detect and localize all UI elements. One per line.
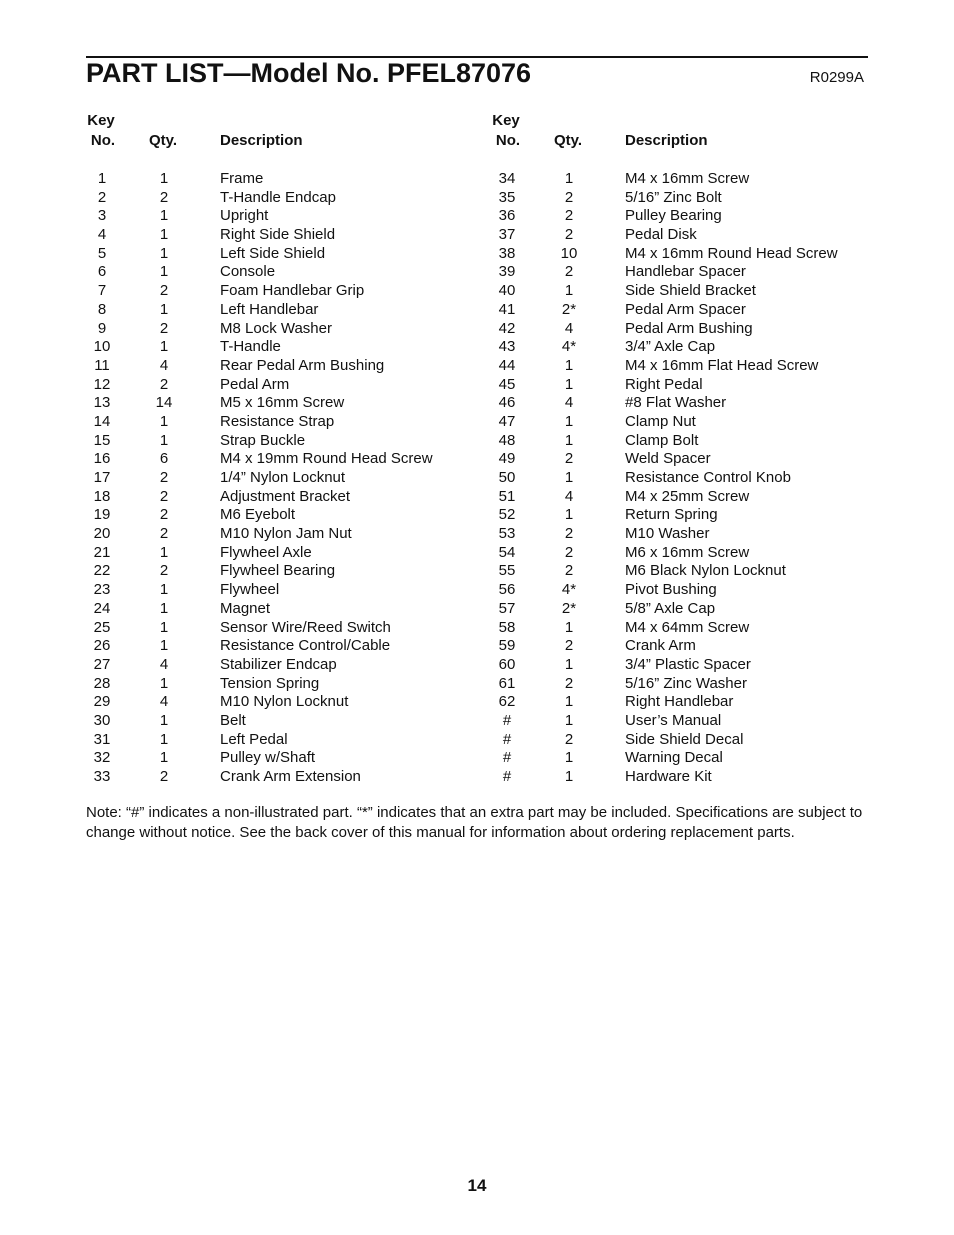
table-row bbox=[86, 189, 476, 208]
part-description: Resistance Control Knob bbox=[625, 469, 791, 486]
part-key-no: 33 bbox=[93, 768, 111, 785]
part-description: Magnet bbox=[220, 599, 271, 617]
table-row bbox=[86, 506, 476, 525]
part-qty: 1 bbox=[564, 711, 574, 729]
part-key-no: 27 bbox=[93, 655, 111, 673]
part-qty: 1 bbox=[159, 412, 169, 430]
part-key-no: 42 bbox=[498, 319, 516, 337]
part-key-no: 45 bbox=[498, 375, 516, 393]
part-description: Left Side Shield bbox=[220, 244, 326, 262]
part-description: M4 x 16mm Screw bbox=[625, 170, 750, 187]
part-description: Flywheel Bearing bbox=[220, 562, 336, 580]
part-qty: 2 bbox=[564, 674, 574, 692]
part-key-no: 30 bbox=[93, 711, 111, 729]
part-qty: 1 bbox=[159, 170, 169, 187]
part-qty: 1 bbox=[159, 749, 169, 767]
table-row bbox=[491, 525, 881, 544]
part-key-no: 14 bbox=[93, 412, 111, 430]
part-description: Clamp Bolt bbox=[625, 431, 699, 449]
page-number: 14 bbox=[467, 1176, 487, 1195]
table-row bbox=[491, 376, 881, 395]
table-row bbox=[86, 525, 476, 544]
table-row bbox=[86, 245, 476, 264]
part-key-no: 56 bbox=[498, 581, 516, 599]
part-qty: 2 bbox=[564, 207, 574, 225]
part-description: Frame bbox=[220, 170, 264, 187]
part-key-no: 1 bbox=[97, 170, 107, 187]
part-qty: 1 bbox=[564, 768, 574, 785]
part-qty: 2 bbox=[159, 188, 169, 206]
part-qty: 1 bbox=[159, 543, 169, 561]
part-description: Strap Buckle bbox=[220, 431, 306, 449]
part-qty: 1 bbox=[564, 431, 574, 449]
part-description: Upright bbox=[220, 207, 269, 225]
table-row bbox=[86, 562, 476, 581]
table-row bbox=[491, 506, 881, 525]
part-description: M10 Nylon Jam Nut bbox=[220, 525, 352, 543]
table-row bbox=[86, 675, 476, 694]
part-key-no: # bbox=[502, 730, 512, 748]
part-description: M8 Lock Washer bbox=[220, 319, 332, 337]
part-key-no: 19 bbox=[93, 506, 111, 524]
part-description: Pedal Disk bbox=[625, 226, 697, 244]
part-key-no: # bbox=[502, 711, 512, 729]
part-qty: 1 bbox=[159, 431, 169, 449]
part-key-no: 2 bbox=[97, 188, 107, 206]
part-qty: 2 bbox=[159, 562, 169, 580]
table-row bbox=[86, 432, 476, 451]
part-description: Clamp Nut bbox=[625, 412, 696, 430]
header-key: Key bbox=[492, 112, 520, 129]
part-qty: 1 bbox=[564, 375, 574, 393]
part-description: M4 x 64mm Screw bbox=[625, 618, 750, 636]
part-key-no: 48 bbox=[498, 431, 516, 449]
part-key-no: 57 bbox=[498, 599, 516, 617]
table-row bbox=[86, 226, 476, 245]
part-description: M4 x 16mm Flat Head Screw bbox=[625, 356, 819, 374]
part-key-no: 9 bbox=[97, 319, 107, 337]
part-qty: 1 bbox=[159, 581, 169, 599]
table-row bbox=[491, 637, 881, 656]
table-row bbox=[86, 376, 476, 395]
part-key-no: 21 bbox=[93, 543, 111, 561]
table-row bbox=[86, 338, 476, 357]
part-key-no: 49 bbox=[498, 450, 516, 468]
table-row bbox=[491, 432, 881, 451]
table-row bbox=[491, 320, 881, 339]
part-key-no: 17 bbox=[93, 469, 111, 486]
header-no: No. bbox=[495, 132, 521, 149]
part-qty: 1 bbox=[159, 618, 169, 636]
part-qty: 4 bbox=[564, 394, 574, 412]
part-key-no: 62 bbox=[498, 693, 516, 711]
part-description: Weld Spacer bbox=[625, 450, 711, 468]
part-description: Right Side Shield bbox=[220, 226, 336, 244]
part-key-no: 20 bbox=[93, 525, 111, 543]
table-row bbox=[86, 637, 476, 656]
part-description: Console bbox=[220, 263, 276, 281]
part-description: M4 x 25mm Screw bbox=[625, 487, 750, 505]
table-row bbox=[491, 469, 881, 488]
table-row bbox=[491, 581, 881, 600]
part-description: Sensor Wire/Reed Switch bbox=[220, 618, 391, 636]
table-row bbox=[86, 693, 476, 712]
table-row bbox=[491, 357, 881, 376]
part-qty: 4* bbox=[561, 581, 577, 599]
part-qty: 1 bbox=[159, 599, 169, 617]
part-qty: 2 bbox=[159, 506, 169, 524]
part-description: Flywheel bbox=[220, 581, 280, 599]
part-key-no: 40 bbox=[498, 282, 516, 300]
table-row bbox=[491, 338, 881, 357]
part-qty: 1 bbox=[159, 207, 169, 225]
part-description: M6 Black Nylon Locknut bbox=[625, 562, 786, 580]
table-row bbox=[491, 301, 881, 320]
table-row bbox=[86, 282, 476, 301]
part-key-no: 32 bbox=[93, 749, 111, 767]
header-description: Description bbox=[625, 132, 708, 149]
part-description: Crank Arm Extension bbox=[220, 768, 361, 785]
part-description: M10 Nylon Locknut bbox=[220, 693, 349, 711]
part-qty: 2 bbox=[564, 188, 574, 206]
table-row bbox=[491, 544, 881, 563]
table-row bbox=[86, 656, 476, 675]
part-description: Warning Decal bbox=[625, 749, 723, 767]
part-qty: 1 bbox=[159, 674, 169, 692]
part-description: Hardware Kit bbox=[625, 768, 712, 785]
part-qty: 14 bbox=[155, 394, 173, 412]
part-qty: 2 bbox=[159, 319, 169, 337]
part-key-no: 31 bbox=[93, 730, 111, 748]
part-qty: 1 bbox=[564, 749, 574, 767]
table-row bbox=[491, 693, 881, 712]
part-description: Resistance Strap bbox=[220, 412, 335, 430]
table-row bbox=[86, 450, 476, 469]
part-qty: 1 bbox=[564, 282, 574, 300]
part-qty: 2 bbox=[159, 487, 169, 505]
table-row bbox=[86, 600, 476, 619]
part-description: Stabilizer Endcap bbox=[220, 655, 337, 673]
part-qty: 1 bbox=[564, 170, 574, 187]
part-qty: 2 bbox=[564, 637, 574, 655]
table-row bbox=[86, 413, 476, 432]
part-key-no: 52 bbox=[498, 506, 516, 524]
part-qty: 1 bbox=[159, 730, 169, 748]
part-description: M4 x 19mm Round Head Screw bbox=[220, 450, 433, 468]
part-qty: 4 bbox=[564, 319, 574, 337]
table-row bbox=[491, 245, 881, 264]
part-qty: 2 bbox=[159, 282, 169, 300]
part-key-no: 36 bbox=[498, 207, 516, 225]
part-key-no: 53 bbox=[498, 525, 516, 543]
part-key-no: 11 bbox=[94, 356, 110, 374]
table-row bbox=[491, 600, 881, 619]
part-description: M5 x 16mm Screw bbox=[220, 394, 345, 412]
part-key-no: 39 bbox=[498, 263, 516, 281]
table-row bbox=[86, 544, 476, 563]
table-row bbox=[491, 768, 881, 787]
column-header bbox=[86, 112, 476, 170]
part-key-no: 35 bbox=[498, 188, 516, 206]
part-qty: 2 bbox=[564, 543, 574, 561]
part-description: T-Handle bbox=[220, 338, 281, 356]
part-qty: 2 bbox=[564, 226, 574, 244]
part-key-no: 37 bbox=[498, 226, 516, 244]
part-description: Adjustment Bracket bbox=[220, 487, 351, 505]
part-qty: 4* bbox=[561, 338, 577, 356]
table-row bbox=[86, 768, 476, 787]
table-row bbox=[86, 731, 476, 750]
part-key-no: # bbox=[502, 749, 512, 767]
table-row bbox=[491, 712, 881, 731]
part-description: Crank Arm bbox=[625, 637, 696, 655]
part-description: Side Shield Decal bbox=[625, 730, 744, 748]
part-key-no: 60 bbox=[498, 655, 516, 673]
part-qty: 1 bbox=[564, 618, 574, 636]
header-no: No. bbox=[90, 132, 116, 149]
table-row bbox=[491, 226, 881, 245]
table-row bbox=[86, 320, 476, 339]
part-description: 3/4” Plastic Spacer bbox=[625, 655, 751, 673]
part-qty: 1 bbox=[564, 412, 574, 430]
document-code: R0299A bbox=[809, 69, 864, 86]
part-key-no: 25 bbox=[93, 618, 111, 636]
part-description: Right Pedal bbox=[625, 375, 703, 393]
part-qty: 1 bbox=[159, 711, 169, 729]
parts-column-left bbox=[86, 112, 476, 787]
part-qty: 2 bbox=[159, 525, 169, 543]
part-qty: 4 bbox=[564, 487, 574, 505]
part-key-no: 18 bbox=[93, 487, 111, 505]
part-description: Tension Spring bbox=[220, 674, 320, 692]
part-key-no: 15 bbox=[93, 431, 111, 449]
part-key-no: 38 bbox=[498, 244, 516, 262]
part-qty: 1 bbox=[564, 655, 574, 673]
table-row bbox=[491, 170, 881, 189]
part-key-no: 23 bbox=[93, 581, 111, 599]
part-qty: 4 bbox=[159, 356, 169, 374]
parts-column-right bbox=[491, 112, 881, 787]
table-row bbox=[491, 189, 881, 208]
part-qty: 2 bbox=[564, 450, 574, 468]
part-key-no: 59 bbox=[498, 637, 516, 655]
part-key-no: 26 bbox=[93, 637, 111, 655]
part-qty: 1 bbox=[159, 637, 169, 655]
footnote: Note: “#” indicates a non-illustrated part. “*” indicates that an extra part may be included. Specifications are subject to change without notice. See the back cover of this manual for information about ordering replacement parts. bbox=[86, 804, 863, 841]
part-description: Belt bbox=[220, 711, 246, 729]
part-qty: 2 bbox=[564, 263, 574, 281]
table-row bbox=[86, 619, 476, 638]
part-description: 5/8” Axle Cap bbox=[625, 599, 716, 617]
part-description: Left Handlebar bbox=[220, 300, 319, 318]
part-key-no: 54 bbox=[498, 543, 516, 561]
part-description: Resistance Control/Cable bbox=[220, 637, 391, 655]
part-key-no: 28 bbox=[93, 674, 111, 692]
part-qty: 4 bbox=[159, 655, 169, 673]
table-row bbox=[491, 675, 881, 694]
part-qty: 2 bbox=[159, 469, 169, 486]
table-row bbox=[86, 170, 476, 189]
part-description: #8 Flat Washer bbox=[625, 394, 727, 412]
header-qty: Qty. bbox=[149, 132, 178, 149]
part-description: 3/4” Axle Cap bbox=[625, 338, 716, 356]
part-key-no: 61 bbox=[498, 674, 516, 692]
part-key-no: 34 bbox=[498, 170, 516, 187]
part-description: Handlebar Spacer bbox=[625, 263, 746, 281]
part-key-no: 41 bbox=[498, 300, 516, 318]
part-key-no: 44 bbox=[498, 356, 516, 374]
table-row bbox=[491, 562, 881, 581]
part-qty: 6 bbox=[159, 450, 169, 468]
part-qty: 2 bbox=[564, 730, 574, 748]
part-key-no: 7 bbox=[97, 282, 107, 300]
table-row bbox=[491, 394, 881, 413]
part-key-no: 12 bbox=[93, 375, 111, 393]
table-row bbox=[491, 619, 881, 638]
part-qty: 10 bbox=[560, 244, 578, 262]
table-row bbox=[491, 207, 881, 226]
table-row bbox=[491, 263, 881, 282]
part-qty: 2 bbox=[159, 768, 169, 785]
part-qty: 1 bbox=[564, 506, 574, 524]
part-description: Pedal Arm Bushing bbox=[625, 319, 753, 337]
part-key-no: 16 bbox=[93, 450, 111, 468]
part-description: Pulley w/Shaft bbox=[220, 749, 316, 767]
part-description: T-Handle Endcap bbox=[220, 188, 336, 206]
table-row bbox=[86, 749, 476, 768]
table-row bbox=[86, 712, 476, 731]
part-key-no: # bbox=[502, 768, 512, 785]
part-key-no: 29 bbox=[93, 693, 111, 711]
part-qty: 1 bbox=[564, 469, 574, 486]
part-key-no: 43 bbox=[498, 338, 516, 356]
part-qty: 2* bbox=[561, 599, 577, 617]
part-key-no: 55 bbox=[498, 562, 516, 580]
part-description: Flywheel Axle bbox=[220, 543, 312, 561]
column-header bbox=[491, 112, 881, 170]
table-row bbox=[491, 731, 881, 750]
table-row bbox=[491, 488, 881, 507]
part-qty: 1 bbox=[159, 226, 169, 244]
parts-rows-left bbox=[86, 170, 476, 787]
table-row bbox=[86, 301, 476, 320]
part-description: 5/16” Zinc Bolt bbox=[625, 188, 722, 206]
table-row bbox=[86, 469, 476, 488]
part-description: Foam Handlebar Grip bbox=[220, 282, 365, 300]
part-qty: 1 bbox=[159, 300, 169, 318]
part-key-no: 6 bbox=[97, 263, 107, 281]
part-qty: 1 bbox=[159, 338, 169, 356]
part-key-no: 10 bbox=[93, 338, 111, 356]
table-row bbox=[86, 488, 476, 507]
part-qty: 2 bbox=[159, 375, 169, 393]
part-key-no: 3 bbox=[97, 207, 107, 225]
part-description: User’s Manual bbox=[625, 711, 722, 729]
part-key-no: 13 bbox=[93, 394, 111, 412]
part-qty: 1 bbox=[159, 263, 169, 281]
part-description: Side Shield Bracket bbox=[625, 282, 756, 300]
part-description: Right Handlebar bbox=[625, 693, 734, 711]
part-key-no: 47 bbox=[498, 412, 516, 430]
table-row bbox=[86, 581, 476, 600]
table-row bbox=[491, 656, 881, 675]
header-qty: Qty. bbox=[554, 132, 583, 149]
part-description: Rear Pedal Arm Bushing bbox=[220, 356, 385, 374]
part-key-no: 5 bbox=[97, 244, 107, 262]
part-description: Pedal Arm Spacer bbox=[625, 300, 746, 318]
table-row bbox=[86, 394, 476, 413]
table-row bbox=[86, 207, 476, 226]
table-row bbox=[491, 413, 881, 432]
part-qty: 1 bbox=[159, 244, 169, 262]
part-description: Left Pedal bbox=[220, 730, 288, 748]
table-row bbox=[86, 357, 476, 376]
part-description: Pulley Bearing bbox=[625, 207, 722, 225]
part-description: Pedal Arm bbox=[220, 375, 290, 393]
part-key-no: 8 bbox=[97, 300, 107, 318]
part-qty: 2 bbox=[564, 525, 574, 543]
part-key-no: 22 bbox=[93, 562, 111, 580]
table-row bbox=[491, 749, 881, 768]
header-key: Key bbox=[87, 112, 115, 129]
table-row bbox=[491, 282, 881, 301]
part-description: M6 Eyebolt bbox=[220, 506, 296, 524]
part-description: Pivot Bushing bbox=[625, 581, 717, 599]
part-qty: 2* bbox=[561, 300, 577, 318]
part-qty: 1 bbox=[564, 356, 574, 374]
parts-rows-right bbox=[491, 170, 881, 787]
part-qty: 2 bbox=[564, 562, 574, 580]
part-description: M6 x 16mm Screw bbox=[625, 543, 750, 561]
part-key-no: 58 bbox=[498, 618, 516, 636]
part-qty: 4 bbox=[159, 693, 169, 711]
part-description: 5/16” Zinc Washer bbox=[625, 674, 747, 692]
part-description: M4 x 16mm Round Head Screw bbox=[625, 244, 838, 262]
part-key-no: 24 bbox=[93, 599, 111, 617]
part-key-no: 50 bbox=[498, 469, 516, 486]
table-row bbox=[491, 450, 881, 469]
page-title: PART LIST—Model No. PFEL87076 bbox=[86, 58, 532, 88]
part-description: 1/4” Nylon Locknut bbox=[220, 469, 346, 486]
table-row bbox=[86, 263, 476, 282]
part-key-no: 4 bbox=[97, 226, 107, 244]
header-description: Description bbox=[220, 132, 303, 149]
part-key-no: 51 bbox=[498, 487, 516, 505]
part-description: Return Spring bbox=[625, 506, 718, 524]
part-description: M10 Washer bbox=[625, 525, 710, 543]
part-key-no: 46 bbox=[498, 394, 516, 412]
part-qty: 1 bbox=[564, 693, 574, 711]
